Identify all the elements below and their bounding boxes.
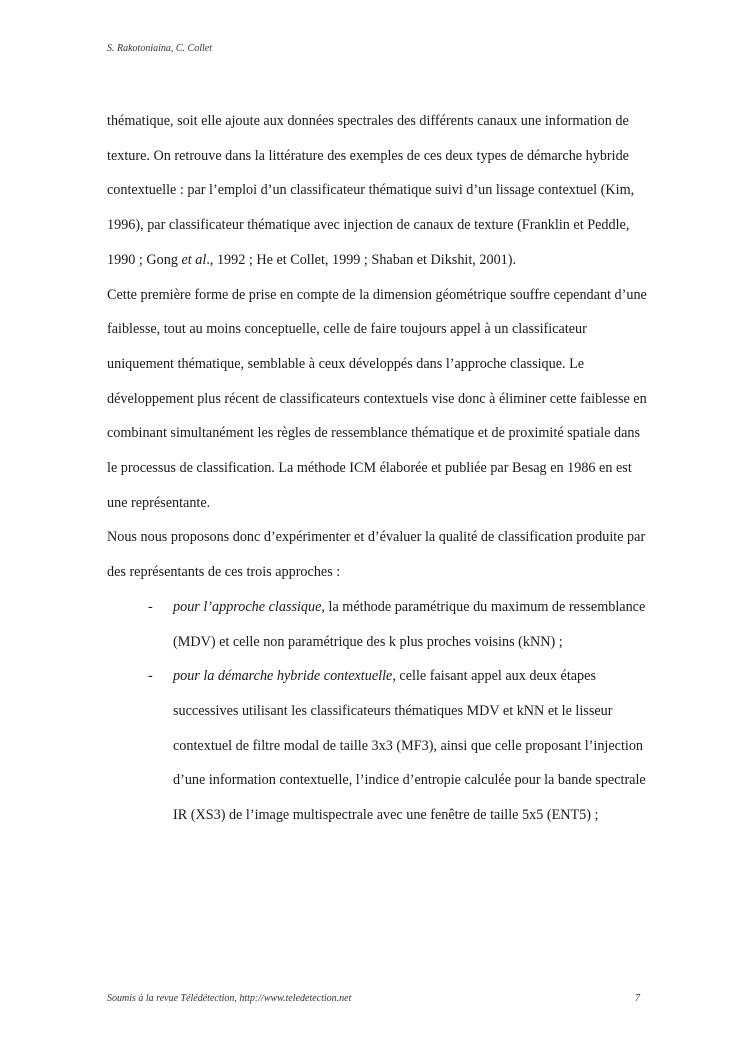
paragraph-2 bbox=[107, 278, 647, 521]
list-item bbox=[107, 590, 647, 659]
text-run: , la méthode paramétrique du maximum de ressemblance (MDV) et celle non paramétrique des k plus proches voisins (kNN) ; bbox=[173, 598, 646, 650]
paragraph-1 bbox=[107, 104, 647, 278]
list-bullet: - bbox=[148, 598, 153, 615]
list-item bbox=[107, 659, 647, 833]
text-run-italic: et al bbox=[181, 251, 207, 268]
text-run: Cette première forme de prise en compte de la dimension géométrique souffre cependant d’une faiblesse, tout au moins conceptuelle, celle de faire toujours appel à un classificateur uniquement thématique, semblable à ceux développés dans l’approche classique. Le développement plus récent de classificateurs contextuels vise donc à éliminer cette faiblesse en combinant simultanément les règles de ressemblance thématique et de proximité spatiale dans le processus de classification. La méthode ICM élaborée et publiée par Besag en 1986 en est une représentante. bbox=[107, 286, 647, 511]
text-run-italic: pour la démarche hybride contextuelle bbox=[173, 668, 393, 685]
text-run: , celle faisant appel aux deux étapes successives utilisant les classificateurs thématiques MDV et kNN et le lisseur contextuel de filtre modal de taille 3x3 (MF3), ainsi que celle proposant l’injection d’une information contextuelle, l’indice d’entropie calculée pour la bande spectrale IR (XS3) de l’image multispectrale avec une fenêtre de taille 5x5 (ENT5) ; bbox=[173, 668, 646, 824]
running-header: S. Rakotoniaina, C. Collet bbox=[107, 43, 212, 54]
footer-source: Soumis à la revue Télédétection, http://www.teledetection.net bbox=[107, 993, 352, 1004]
text-run-italic: pour l’approche classique bbox=[173, 598, 322, 615]
list-bullet: - bbox=[148, 668, 153, 685]
page-footer bbox=[107, 993, 640, 1004]
text-run: Nous nous proposons donc d’expérimenter et d’évaluer la qualité de classification produite par des représentants de ces trois approches : bbox=[107, 529, 646, 581]
text-run: ., 1992 ; He et Collet, 1999 ; Shaban et Dikshit, 2001). bbox=[206, 251, 517, 268]
text-run: thématique, soit elle ajoute aux données spectrales des différents canaux une information de texture. On retrouve dans la littérature des exemples de ces deux types de démarche hybride contextuelle : par l’emploi d’un classificateur thématique suivi d’un lissage contextuel (Kim, 1996), par classificateur thématique avec injection de canaux de texture (Franklin et Peddle, 1990 ; Gong bbox=[107, 113, 635, 268]
page-number: 7 bbox=[635, 993, 640, 1004]
approach-list bbox=[107, 590, 647, 833]
paragraph-3 bbox=[107, 520, 647, 589]
body-text bbox=[107, 104, 647, 833]
